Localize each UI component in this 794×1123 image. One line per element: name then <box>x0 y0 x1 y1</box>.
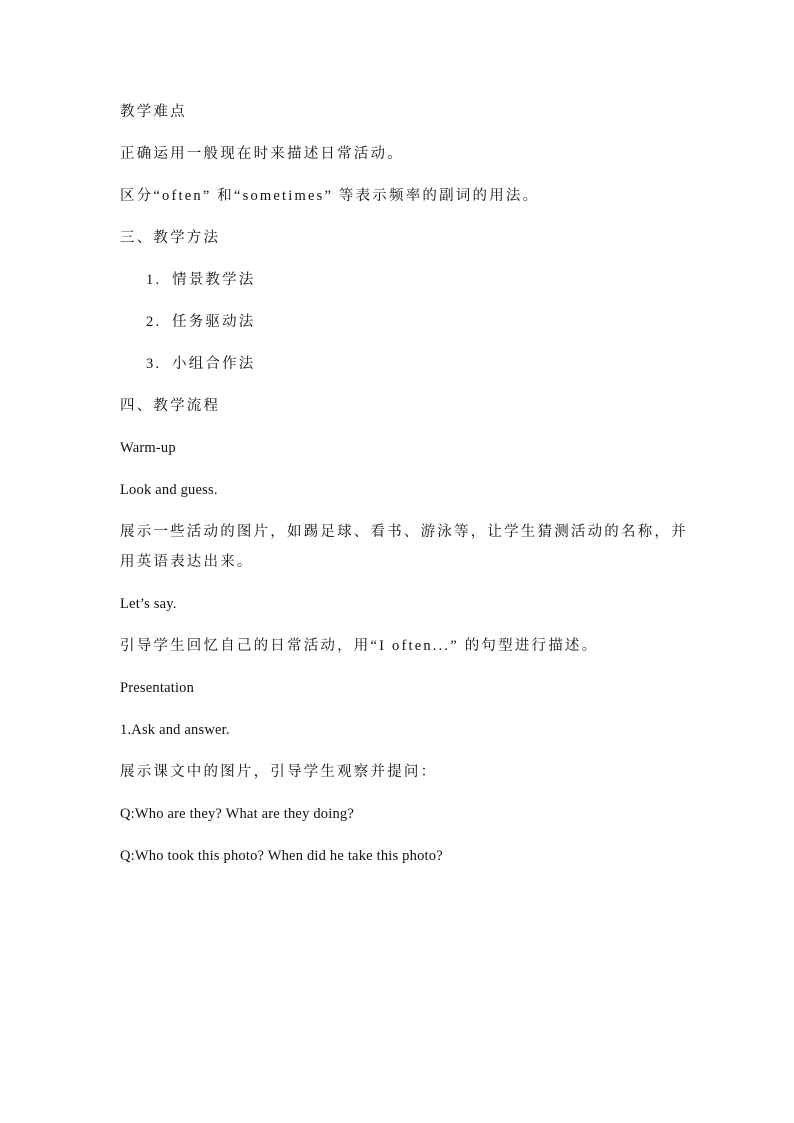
list-text: 情景教学法 <box>172 272 256 288</box>
list-text: 任务驱动法 <box>172 314 256 330</box>
method-list-item <box>146 354 256 374</box>
question-2: Q:Who took this photo? When did he take this photo? <box>120 848 443 864</box>
activity-lets-say: Let’s say. <box>120 596 177 612</box>
list-number: 1. <box>146 272 162 288</box>
activity-ask-and-answer: 1.Ask and answer. <box>120 722 230 738</box>
section-heading-teaching-difficulties: 教学难点 <box>120 104 187 120</box>
list-number: 3. <box>146 356 162 372</box>
subheading-presentation: Presentation <box>120 680 195 696</box>
section-heading-teaching-flow: 四、教学流程 <box>120 398 221 414</box>
subheading-warmup: Warm-up <box>120 440 176 456</box>
activity-ask-and-answer-description: 展示课文中的图片，引导学生观察并提问： <box>120 764 438 780</box>
section-heading-teaching-methods: 三、教学方法 <box>120 230 221 246</box>
method-list-item <box>146 270 256 290</box>
activity-look-and-guess: Look and guess. <box>120 482 218 498</box>
difficulty-item-2: 区分“often” 和“sometimes” 等表示频率的副词的用法。 <box>120 188 540 204</box>
list-text: 小组合作法 <box>172 356 256 372</box>
question-1: Q:Who are they? What are they doing? <box>120 806 355 822</box>
activity-lets-say-description: 引导学生回忆自己的日常活动，用“I often...” 的句型进行描述。 <box>120 638 599 654</box>
difficulty-item-1: 正确运用一般现在时来描述日常活动。 <box>120 146 404 162</box>
list-number: 2. <box>146 314 162 330</box>
activity-description-line-2: 用英语表达出来。 <box>120 554 254 570</box>
method-list-item <box>146 312 256 332</box>
activity-description-line-1: 展示一些活动的图片，如踢足球、看书、游泳等，让学生猜测活动的名称，并 <box>120 524 688 540</box>
